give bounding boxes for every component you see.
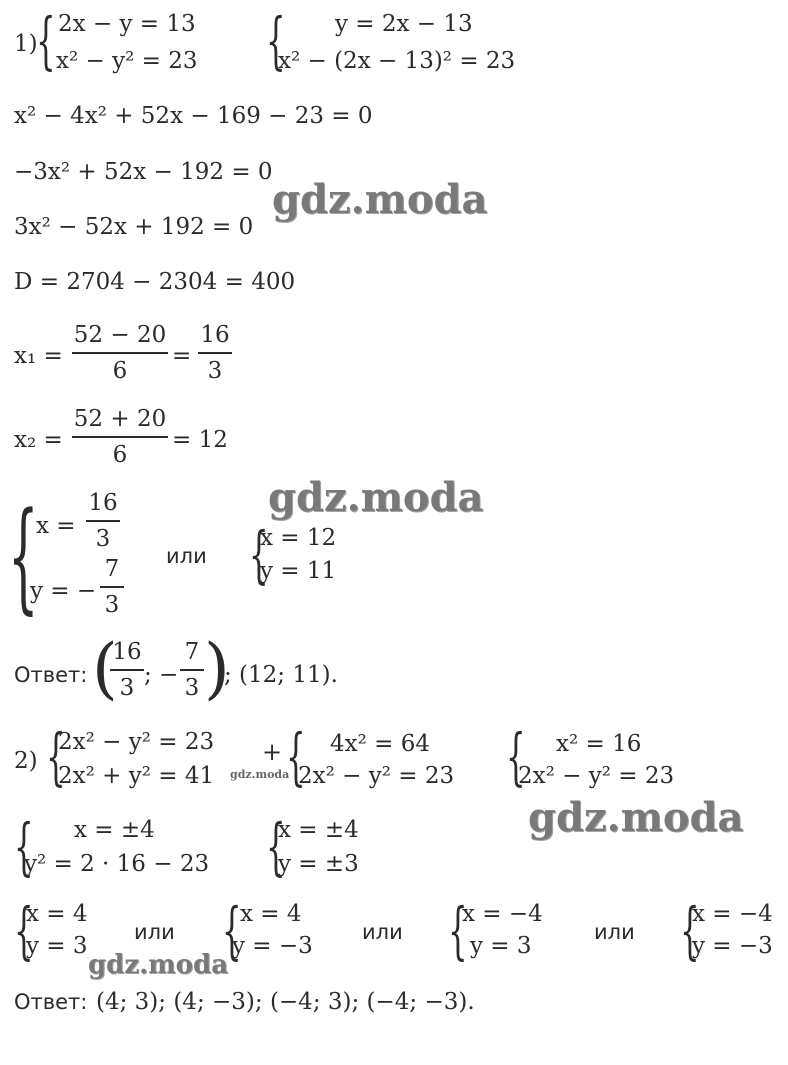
x1-fraction-bar (72, 352, 168, 354)
brace-solution-1: { (8, 486, 39, 626)
solution-a-line2: y = 3 (26, 933, 88, 959)
watermark-1: gdz.moda (272, 176, 488, 223)
answer1-a-fraction (110, 637, 144, 703)
x1-fraction (72, 320, 168, 386)
equation-quadratic: 3x² − 52x + 192 = 0 (14, 214, 254, 240)
answer1-close-paren: ) (204, 630, 230, 707)
brace-solution-c: { (448, 896, 468, 968)
plus-sign: + (262, 738, 283, 766)
x1-result-denominator: 3 (207, 358, 223, 384)
answer2-label: Ответ: (14, 990, 88, 1014)
solution1-y-denominator: 3 (104, 592, 120, 618)
system-2d-line1: x = ±4 (74, 817, 155, 843)
x1-result-bar (198, 352, 232, 354)
x1-numerator: 52 − 20 (73, 322, 167, 348)
brace-system-2e: { (266, 812, 286, 884)
brace-solution-2: { (249, 520, 269, 592)
or-word-1: или (166, 544, 207, 568)
system-2a-line2: 2x² + y² = 41 (58, 763, 215, 789)
answer1-b-denominator: 3 (184, 675, 200, 701)
or-word-c: или (594, 920, 635, 944)
answer1-label: Ответ: (14, 663, 88, 687)
or-word-a: или (134, 920, 175, 944)
system-1b-line1: y = 2x − 13 (335, 11, 473, 37)
solution1-x-numerator: 16 (88, 490, 118, 516)
watermark-small: gdz.moda (230, 768, 290, 781)
system-1a-line1: 2x − y = 13 (58, 11, 196, 37)
equation-expand: x² − 4x² + 52x − 169 − 23 = 0 (14, 103, 373, 129)
solution2-line2: y = 11 (260, 558, 337, 584)
answer1-a-denominator: 3 (119, 675, 135, 701)
x2-result: = 12 (172, 427, 228, 453)
brace-system-2a: { (46, 722, 66, 794)
part2-label: 2) (14, 748, 38, 774)
system-2e-line2: y = ±3 (278, 851, 359, 877)
brace-solution-b: { (222, 896, 242, 968)
solution-a-line1: x = 4 (26, 901, 88, 927)
solution1-y-fraction (100, 554, 124, 620)
brace-system-2b: { (286, 722, 306, 794)
x2-fraction-bar (72, 436, 168, 438)
solution-b-line1: x = 4 (240, 901, 302, 927)
equation-quadratic-neg: −3x² + 52x − 192 = 0 (14, 159, 273, 185)
watermark-4: gdz.moda (88, 950, 229, 980)
answer1-tail: ; (12; 11). (224, 662, 338, 688)
answer1-a-numerator: 16 (112, 639, 142, 665)
system-2c-line2: 2x² − y² = 23 (518, 763, 675, 789)
system-2b-line1: 4x² = 64 (330, 731, 430, 757)
brace-system-1b: { (266, 6, 286, 78)
x1-result-fraction (198, 320, 232, 386)
solution1-x-bar (86, 520, 120, 522)
part1-label: 1) (14, 31, 38, 57)
system-2a-line1: 2x² − y² = 23 (58, 729, 215, 755)
system-2c-line1: x² = 16 (556, 731, 642, 757)
solution1-x-denominator: 3 (95, 526, 111, 552)
x1-denominator: 6 (112, 358, 128, 384)
equation-discriminant: D = 2704 − 2304 = 400 (14, 269, 296, 295)
x1-result-numerator: 16 (200, 322, 230, 348)
answer1-b-bar (180, 669, 204, 671)
x2-fraction (72, 404, 168, 470)
solution1-y-lhs: y = − (30, 578, 97, 604)
x1-equals: = (172, 343, 192, 369)
brace-system-2c: { (506, 722, 526, 794)
watermark-3: gdz.moda (528, 794, 744, 841)
solution-c-line2: y = 3 (470, 933, 532, 959)
x1-lhs: x₁ = (14, 343, 63, 369)
solution1-y-bar (100, 586, 124, 588)
solution2-line1: x = 12 (260, 525, 337, 551)
answer1-a-bar (110, 669, 144, 671)
system-1a-line2: x² − y² = 23 (56, 48, 198, 74)
system-2d-line2: y² = 2 · 16 − 23 (24, 851, 210, 877)
or-word-b: или (362, 920, 403, 944)
brace-solution-d: { (680, 896, 700, 968)
answer2-text: (4; 3); (4; −3); (−4; 3); (−4; −3). (96, 989, 475, 1015)
system-2e-line1: x = ±4 (278, 817, 359, 843)
x2-lhs: x₂ = (14, 427, 63, 453)
brace-solution-a: { (14, 896, 34, 968)
answer1-separator: ; − (144, 662, 179, 688)
answer1-b-numerator: 7 (184, 639, 200, 665)
solution-d-line2: y = −3 (692, 933, 773, 959)
answer1-b-fraction (180, 637, 204, 703)
x2-numerator: 52 + 20 (73, 406, 167, 432)
system-1b-line2: x² − (2x − 13)² = 23 (278, 48, 516, 74)
watermark-2: gdz.moda (268, 474, 484, 521)
solution1-x-lhs: x = (36, 513, 76, 539)
solution1-y-numerator: 7 (104, 556, 120, 582)
x2-denominator: 6 (112, 442, 128, 468)
answer1-open-paren: ( (92, 630, 118, 707)
solution1-x-fraction (86, 488, 120, 554)
system-2b-line2: 2x² − y² = 23 (298, 763, 455, 789)
brace-system-2d: { (14, 812, 34, 884)
solution-c-line1: x = −4 (462, 901, 543, 927)
solution-d-line1: x = −4 (692, 901, 773, 927)
solution-b-line2: y = −3 (232, 933, 313, 959)
brace-system-1a: { (36, 6, 56, 78)
